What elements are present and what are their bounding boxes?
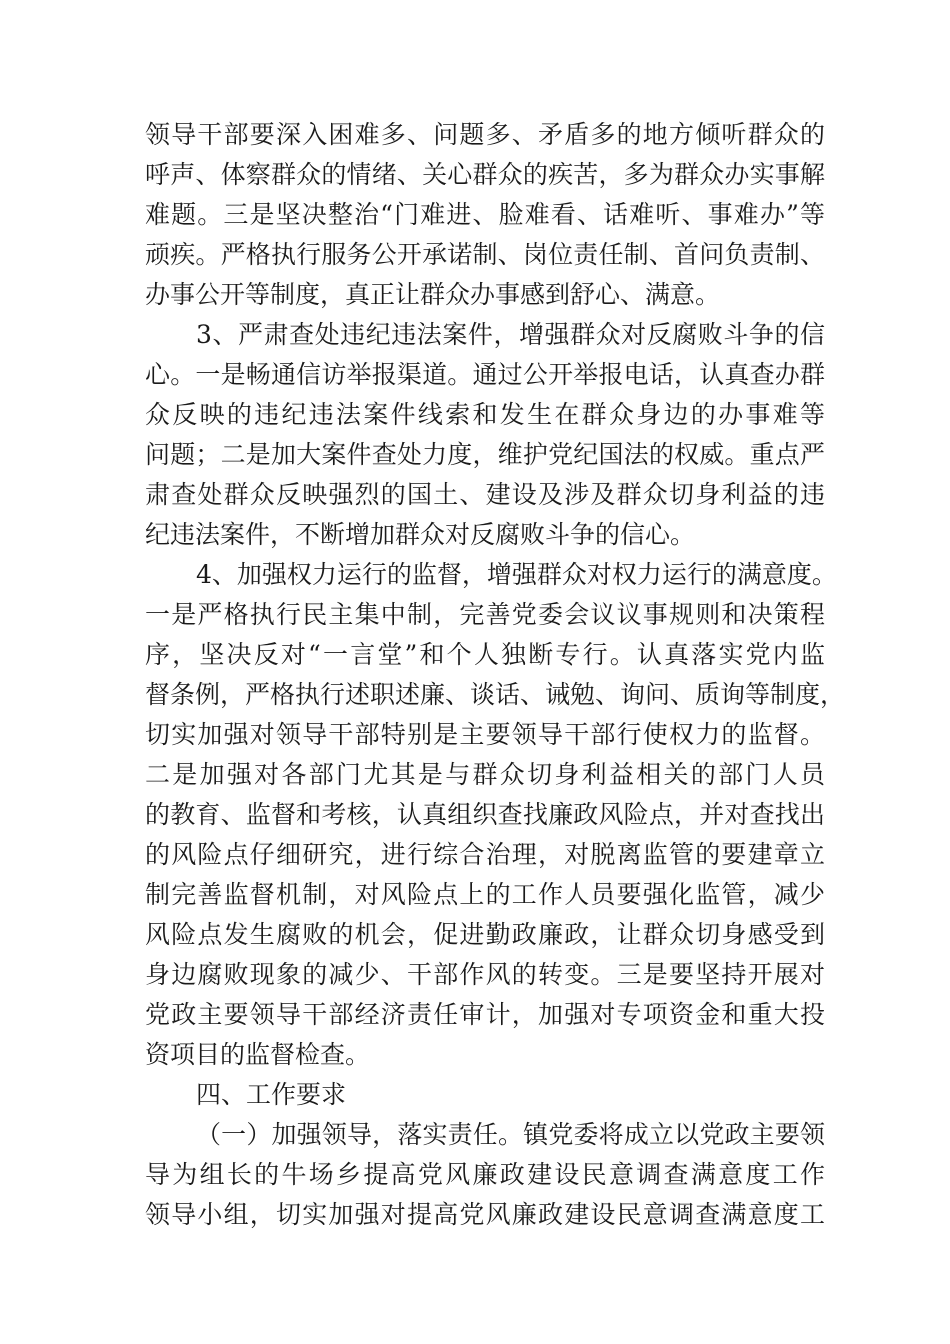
- section-heading: 四、工作要求: [196, 1080, 347, 1109]
- text-line: 切实加强对领导干部特别是主要领导干部行使权力的监督。: [145, 720, 825, 749]
- paragraph-first-line: （一）加强领导，落实责任。镇党委将成立以党政主要领: [196, 1120, 825, 1149]
- text-line: 顽疾。严格执行服务公开承诺制、岗位责任制、首问负责制、: [145, 240, 825, 269]
- text-line: 肃查处群众反映强烈的国土、建设及涉及群众切身利益的违: [145, 480, 825, 509]
- text-line: 风险点发生腐败的机会，促进勤政廉政，让群众切身感受到: [145, 920, 825, 949]
- text-line: 问题；二是加大案件查处力度，维护党纪国法的权威。重点严: [145, 440, 825, 469]
- paragraph-first-line: 4、加强权力运行的监督，增强群众对权力运行的满意度。: [196, 560, 837, 589]
- text-line: 资项目的监督检查。: [145, 1040, 371, 1069]
- text-line: 众反映的违纪违法案件线索和发生在群众身边的办事难等: [145, 400, 825, 429]
- text-line: 的教育、监督和考核，认真组织查找廉政风险点，并对查找出: [145, 800, 825, 829]
- text-line: 办事公开等制度，真正让群众办事感到舒心、满意。: [145, 280, 721, 309]
- text-line: 序，坚决反对“一言堂”和个人独断专行。认真落实党内监: [145, 640, 825, 669]
- text-line: 制完善监督机制，对风险点上的工作人员要强化监管，减少: [145, 880, 825, 909]
- text-line: 身边腐败现象的减少、干部作风的转变。三是要坚持开展对: [145, 960, 825, 989]
- text-line: 领导小组，切实加强对提高党风廉政建设民意调查满意度工: [145, 1200, 825, 1229]
- text-line: 心。一是畅通信访举报渠道。通过公开举报电话，认真查办群: [145, 360, 825, 389]
- text-line: 纪违法案件，不断增加群众对反腐败斗争的信心。: [145, 520, 696, 549]
- text-line: 难题。三是坚决整治“门难进、脸难看、话难听、事难办”等: [145, 200, 825, 229]
- text-line: 二是加强对各部门尤其是与群众切身利益相关的部门人员: [145, 760, 825, 789]
- text-line: 呼声、体察群众的情绪、关心群众的疾苦，多为群众办实事解: [145, 160, 825, 189]
- text-line: 督条例，严格执行述职述廉、谈话、诫勉、询问、质询等制度，: [145, 680, 846, 709]
- text-line: 党政主要领导干部经济责任审计，加强对专项资金和重大投: [145, 1000, 825, 1029]
- text-line: 导为组长的牛场乡提高党风廉政建设民意调查满意度工作: [145, 1160, 825, 1189]
- text-line: 领导干部要深入困难多、问题多、矛盾多的地方倾听群众的: [145, 120, 825, 149]
- paragraph-first-line: 3、严肃查处违纪违法案件，增强群众对反腐败斗争的信: [196, 320, 825, 349]
- text-line: 一是严格执行民主集中制，完善党委会议议事规则和决策程: [145, 600, 825, 629]
- text-line: 的风险点仔细研究，进行综合治理，对脱离监管的要建章立: [145, 840, 825, 869]
